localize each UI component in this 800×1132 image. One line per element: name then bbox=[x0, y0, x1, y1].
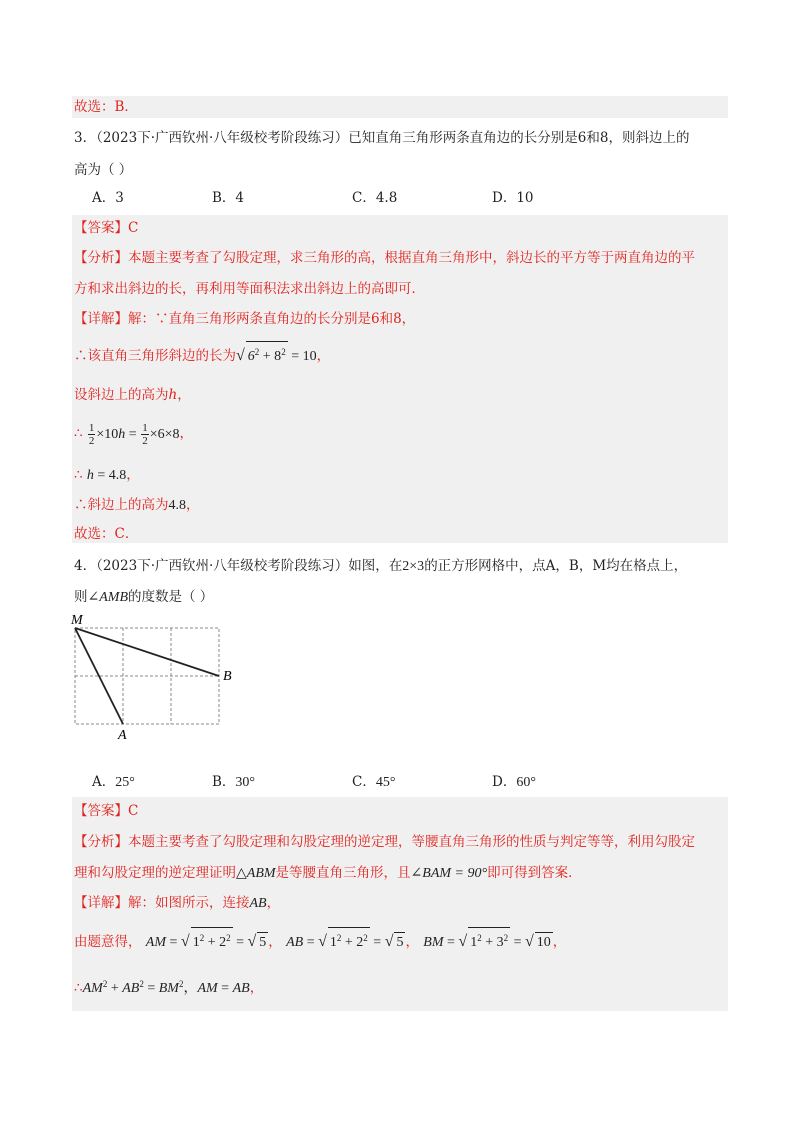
q3-option-c: C．4.8 bbox=[352, 190, 398, 206]
answer-block-prev bbox=[72, 96, 728, 118]
q4-detail-line1: 【详解】解：如图所示，连接AB， bbox=[74, 895, 281, 911]
grid-figure bbox=[66, 612, 246, 744]
q3-area-equation: $\frac{1}{2}$ ×10h = $\frac{1}{2}$ ×6×8 bbox=[88, 422, 180, 447]
q3-analysis-line1: 【分析】本题主要考查了勾股定理，求三角形的高，根据直角三角形中，斜边长的平方等于两直角边的平 bbox=[74, 250, 695, 266]
q4-option-b: B．30° bbox=[212, 774, 256, 790]
q3-analysis-line2: 方和求出斜边的长，再利用等面积法求出斜边上的高即可． bbox=[74, 281, 425, 297]
q4-answer: 【答案】C bbox=[74, 803, 139, 819]
q4-ab-formula: AB = √ $1^2 + 2^2$ = √ 5 bbox=[286, 935, 405, 950]
dashed-grid bbox=[75, 628, 219, 724]
q3-option-b: B．4 bbox=[212, 190, 245, 206]
q3-answer: 【答案】C bbox=[74, 220, 139, 236]
q4-analysis-line2: 理和勾股定理的逆定理证明△ABM是等腰直角三角形，且∠BAM = 90°即可得到答案． bbox=[74, 865, 582, 881]
q4-stem-line1: 4．（2023下·广西钦州·八年级校考阶段练习）如图，在2×3的正方形网格中，点A，B，M均在格点上， bbox=[74, 558, 688, 574]
q4-option-a: A．25° bbox=[92, 774, 135, 790]
q3-option-a: A．3 bbox=[92, 190, 124, 206]
q3-option-d: D．10 bbox=[492, 190, 534, 206]
q3-detail-line2: ∴该直角三角形斜边的长为√ $6^2 + 8^2 = 10$， bbox=[74, 341, 330, 367]
point-label-a: A bbox=[118, 728, 127, 743]
q3-detail-line6: ∴斜边上的高为4.8， bbox=[74, 497, 200, 513]
q4-option-d: D．60° bbox=[492, 774, 536, 790]
q3-detail-line5: ∴ h = 4.8， bbox=[74, 467, 140, 483]
q4-analysis-line1: 【分析】本题主要考查了勾股定理和勾股定理的逆定理，等腰直角三角形的性质与判定等等，利用勾股定 bbox=[74, 834, 695, 850]
q4-detail-line2: 由题意得， AM = √ $1^2 + 2^2$ = √ 5 ， AB = √ $1^2 + 2^2$ = √ 5 ， BM = √ $1^2 + 3^2$ = √ 10 ， bbox=[74, 927, 566, 953]
q4-am-formula: AM = √ $1^2 + 2^2$ = √ 5 bbox=[146, 935, 269, 950]
point-label-m: M bbox=[71, 613, 83, 628]
q3-stem-line2: 高为（ ） bbox=[74, 162, 133, 178]
point-label-b: B bbox=[223, 669, 232, 684]
q4-detail-line3: $\therefore AM^2 + AB^2 = BM^2$，AM = AB， bbox=[74, 979, 264, 996]
q3-hypotenuse-formula: √ $6^2 + 8^2 = 10$ bbox=[236, 349, 317, 364]
q4-stem-line2: 则∠AMB的度数是（ ） bbox=[74, 589, 214, 605]
q3-conclusion: 故选：C． bbox=[74, 526, 139, 542]
segment-mb bbox=[75, 628, 219, 676]
q4-relation-formula: $AM^2 + AB^2 = BM^2$，AM = AB bbox=[82, 979, 250, 996]
q3-detail-line3: 设斜边上的高为h， bbox=[74, 387, 191, 403]
q4-option-c: C．45° bbox=[352, 774, 396, 790]
q3-detail-line1: 【详解】解：∵直角三角形两条直角边的长分别是6和8， bbox=[74, 311, 416, 327]
prev-conclusion: 故选：B． bbox=[74, 99, 138, 115]
q4-bm-formula: BM = √ $1^2 + 3^2$ = √ 10 bbox=[423, 935, 553, 950]
q3-stem-line1: 3．（2023下·广西钦州·八年级校考阶段练习）已知直角三角形两条直角边的长分别是6和8，则斜边上的 bbox=[74, 130, 690, 146]
q3-detail-line4: ∴ $\frac{1}{2}$ ×10h = $\frac{1}{2}$ ×6×8， bbox=[74, 422, 193, 447]
